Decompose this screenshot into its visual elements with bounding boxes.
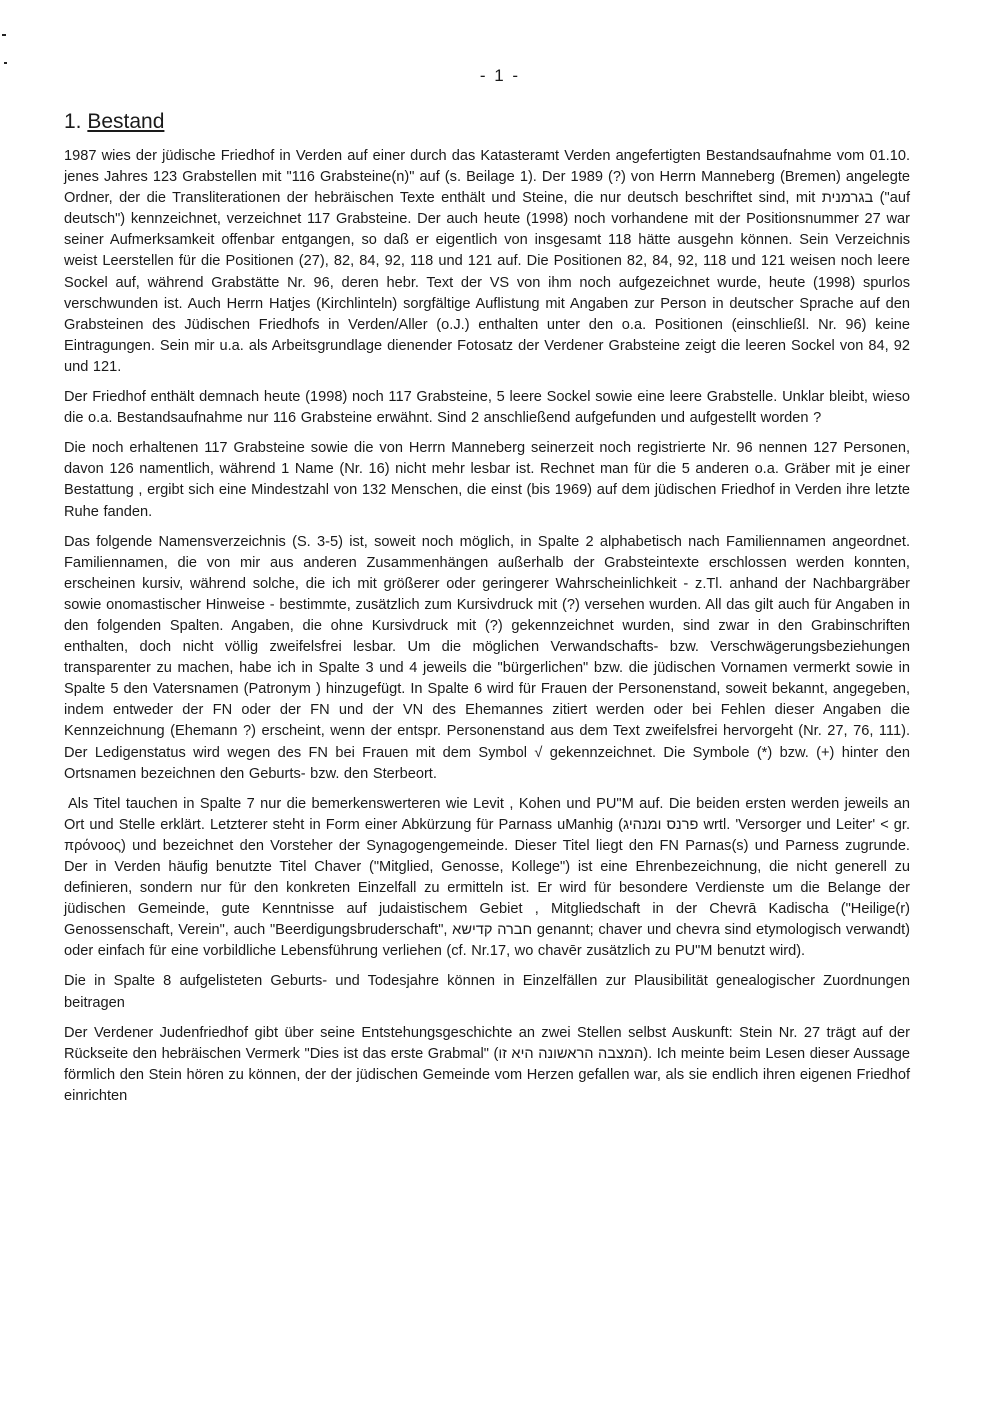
paragraph-titles: Als Titel tauchen in Spalte 7 nur die bemerkenswerteren wie Levit , Kohen und PU"M auf. Die beiden ersten werden jeweils an Ort und Stelle erklärt. Letzterer steht in Form einer Abkürzung für Parnass uManhig (פרנס ומנהיג wrtl. 'Versorger und Leiter' < gr. πρόνοος) und bezeichnet den Vorsteher der Synagogengemeinde. Dieser Titel liegt den FN Parnas(s) und Parness zugrunde. Der in Verden häufig benutzte Titel Chaver ("Mitglied, Genosse, Kollege") ist eine Ehrenbezeichnung, die nicht generell zu definieren, sondern nur für den konkreten Einzelfall zu ermitteln ist. Er wird für besondere Verdienste um die Belange der jüdischen Gemeinde, gute Kenntnisse auf judaistischem Gebiet , Mitgliedschaft in der Chevrā Kadischa ("Heilige(r) Genossenschaft, Verein", auch "Beerdigungsbruderschaft", חברה קדישא genannt; chaver und chevra sind etymologisch verwandt) oder einfach für eine vorbildliche Lebensführung verliehen (cf. Nr.17, wo chavēr zusätzlich zu PU"M benutzt wird). bbox=[64, 795, 911, 960]
scan-artifact-mark bbox=[2, 34, 6, 36]
paragraph-inventory-1987: 1987 wies der jüdische Friedhof in Verden auf einer durch das Katasteramt Verden angefertigten Bestandsaufnahme vom 01.10. jenes Jahres 123 Grabstellen mit "116 Grabsteine(n)" auf (s. Beilage 1). Der 1989 (?) von Herrn Manneberg (Bremen) angelegte Ordner, der die Transliterationen der hebräischen Texte enthält und Steine, die nur deutsch beschriftet sind, mit בגרמנית ("auf deutsch") kennzeichnet, verzeichnet 117 Grabsteine. Der auch heute (1998) noch vorhandene mit der Positionsnummer 27 war seiner Aufmerksamkeit offenbar entgangen, so daß er eigentlich von insgesamt 118 hätte ausgehn können. Sein Verzeichnis weist Leerstellen für die Positionen (27), 82, 84, 92, 118 und 121 auf. Die Positionen 82, 84, 92, 118 und 121 weisen noch leere Sockel auf, während Grabstätte Nr. 96, deren hebr. Text der VS von ihm noch aufgezeichnet wurde, heute (1998) spurlos verschwunden ist. Auch Herrn Hatjes (Kirchlinteln) sorgfältige Auflistung mit Angaben zur Person in deutscher Sprache auf den Grabsteinen des Jüdischen Friedhofs in Verden/Aller (o.J.) enthalten unter den o.a. Positionen (einschließl. Nr. 96) keine Eintragungen. Sein mir u.a. als Arbeitsgrundlage dienender Fotosatz der Verdener Grabsteine zeigt die leeren Sockel von 84, 92 und 121. bbox=[64, 148, 910, 375]
section-title: Bestand bbox=[87, 110, 165, 133]
paragraph-name-index: Das folgende Namensverzeichnis (S. 3-5) ist, soweit noch möglich, in Spalte 2 alphabetisch nach Familiennamen angeordnet. Familiennamen, die von mir aus anderen Zusammenhängen außerhalb der Grabsteintexte erschlossen werden konnten, erscheinen kursiv, während solche, die ich mit größerer oder geringerer Wahrscheinlichkeit - z.Tl. anhand der Nachbargräber sowie onomastischer Hinweise - bestimmte, zusätzlich zum Kursivdruck mit (?) versehen wurden. All das gilt auch für Angaben in den folgenden Spalten. Angaben, die ohne Kursivdruck mit (?) gekennzeichnet wurden, sind zwar in den Grabinschriften enthalten, doch nicht völlig zweifelsfrei lesbar. Um die möglichen Verwandschafts- bzw. Verschwägerungsbeziehungen transparenter zu machen, habe ich in Spalte 3 und 4 jeweils die "bürgerlichen" bzw. die jüdischen Vornamen vermerkt sowie in Spalte 5 den Vatersnamen (Patronym ) hinzugefügt. In Spalte 6 wird für Frauen der Personenstand, soweit bekannt, angegeben, indem entweder der FN oder der FN und der VN des Ehemannes zitiert werden oder bei Fehlen dieser Angaben die Kennzeichnung (Ehemann ?) erscheint, wenn der entspr. Personenstand aus dem Text zweifelsfrei hervorgeht (Nr. 27, 76, 111). Der Ledigenstatus wird wegen des FN bei Frauen mit dem Symbol √ gekennzeichnet. Die Symbole (*) bzw. (+) hinter den Ortsnamen bezeichnen den Geburts- bzw. den Sterbeort. bbox=[64, 533, 910, 782]
paragraph-birth-death-years: Die in Spalte 8 aufgelisteten Geburts- und Todesjahre können in Einzelfällen zur Plausibilität genealogischer Zuordnungen beitragen bbox=[64, 973, 910, 1011]
page-number: - 1 - bbox=[479, 66, 521, 85]
paragraph-history: Der Verdener Judenfriedhof gibt über seine Entstehungsgeschichte an zwei Stellen selbst Auskunft: Stein Nr. 27 trägt auf der Rückseite den hebräischen Vermerk "Dies ist das erste Grabmal" (המצבה הראשונה היא זו). Ich meinte beim Lesen dieser Aussage förmlich den Stein hören zu können, der der jüdischen Gemeinde vom Herzen gefallen war, als sie endlich ihren eigenen Friedhof einrichten bbox=[64, 1024, 910, 1104]
body-text bbox=[64, 146, 910, 1116]
paragraph-persons-count: Die noch erhaltenen 117 Grabsteine sowie die von Herrn Manneberg seinerzeit noch registrierte Nr. 96 nennen 127 Personen, davon 126 namentlich, während 1 Name (Nr. 16) nicht mehr lesbar ist. Rechnet man für die 5 anderen o.a. Gräber mit je einer Bestattung , ergibt sich eine Mindestzahl von 132 Menschen, die einst (bis 1969) auf dem jüdischen Friedhof in Verden ihre letzte Ruhe fanden. bbox=[64, 440, 910, 520]
paragraph-cemetery-today: Der Friedhof enthält demnach heute (1998) noch 117 Grabsteine, 5 leere Sockel sowie eine leere Grabstelle. Unklar bleibt, wieso die o.a. Bestandsaufnahme nur 116 Grabsteine erwähnt. Sind 2 anschließend aufgefunden und aufgestellt worden ? bbox=[64, 389, 910, 427]
section-heading bbox=[64, 110, 164, 134]
section-number: 1. bbox=[64, 110, 82, 133]
scan-artifact-mark bbox=[4, 62, 7, 64]
